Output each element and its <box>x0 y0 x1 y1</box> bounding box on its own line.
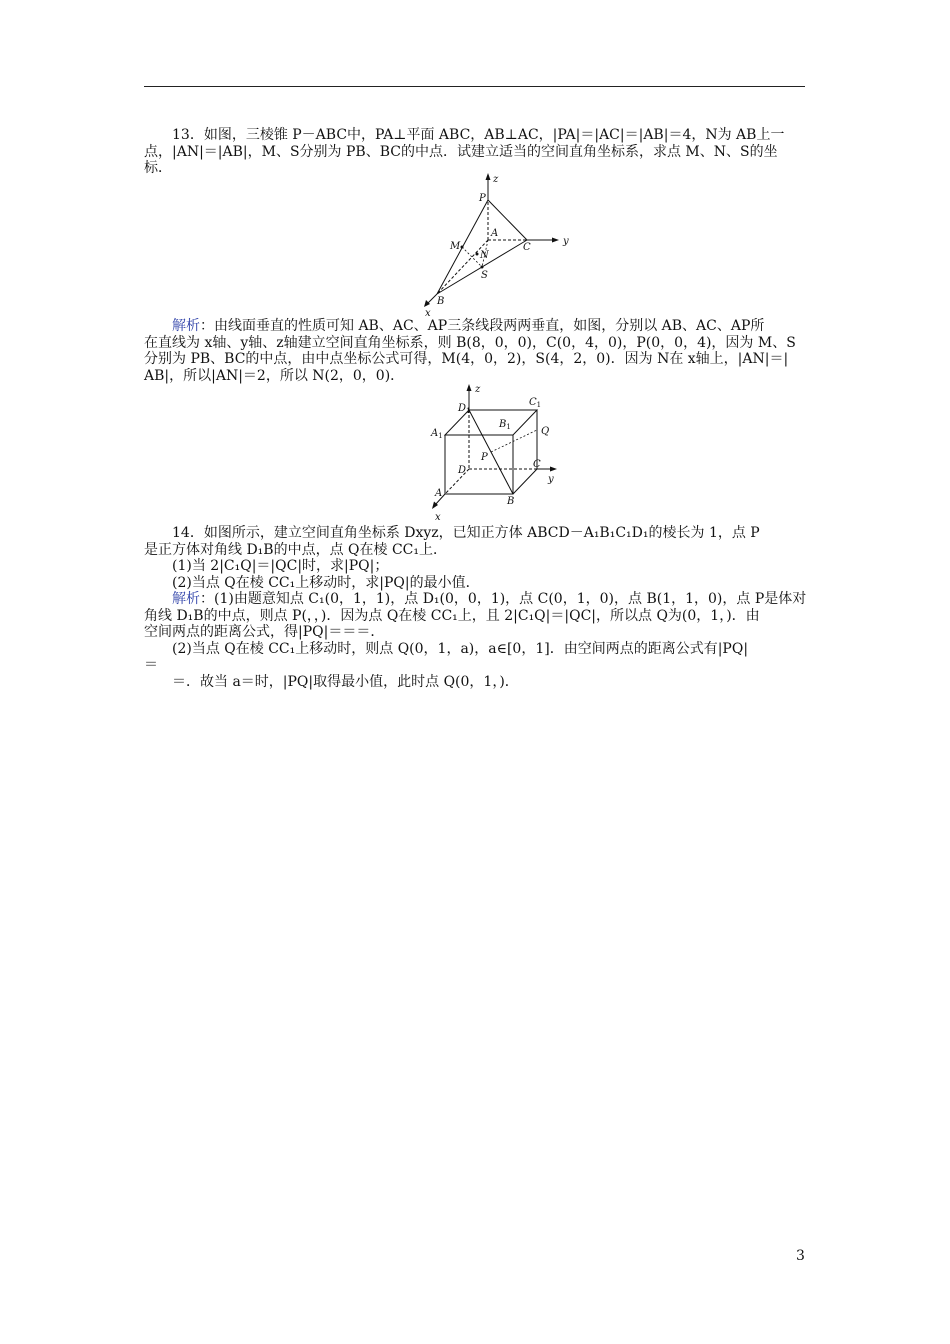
label-b1: $B_1$ <box>499 419 511 431</box>
label-s: S <box>481 270 488 281</box>
a13-first-text: ：由线面垂直的性质可知 AB、AC、AP三条线段两两垂直，如图，分别以 AB、AC、AP所 <box>200 318 765 334</box>
label-y: y <box>548 474 554 485</box>
mn-segment <box>462 247 482 267</box>
q14-line: 14．如图所示，建立空间直角坐标系 Dxyz，已知正方体 ABCD－A₁B₁C₁D₁的棱长为 1，点 P <box>144 525 760 541</box>
z-axis-arrow <box>486 173 491 180</box>
q13-line: 点，|AN|＝|AB|，M、S分别为 PB、BC的中点．试建立适当的空间直角坐标系，求点 M、N、S的坐 <box>144 143 778 160</box>
analysis-label: 解析 <box>172 318 200 334</box>
label-b: B <box>507 496 515 507</box>
label-a1: $A_1$ <box>431 428 443 440</box>
label-p: P <box>481 452 488 463</box>
q14-line: (1)当 2|C₁Q|＝|QC|时，求|PQ|； <box>144 558 389 574</box>
question-14 <box>144 525 807 591</box>
label-a: A <box>435 488 443 499</box>
a14-line: ＝．故当 a＝时，|PQ|取得最小值，此时点 Q(0，1，)． <box>144 673 519 690</box>
label-x: x <box>425 308 431 319</box>
page-number: 3 <box>796 1248 805 1264</box>
a14-first-line <box>144 591 807 608</box>
analysis-label: 解析 <box>172 591 200 607</box>
y-axis-arrow <box>552 238 559 243</box>
label-b: B <box>437 296 445 307</box>
a13-line: AB|，所以|AN|＝2，所以 N(2，0，0)． <box>144 367 405 384</box>
label-p: P <box>479 193 486 204</box>
a13-line: 在直线为 x轴、y轴、z轴建立空间直角坐标系，则 B(8，0，0)，C(0，4，0)，P(0，0，4)，因为 M、S <box>144 334 796 351</box>
label-q: Q <box>541 426 550 437</box>
label-d: D <box>458 465 467 476</box>
a13-first-line <box>144 318 807 335</box>
label-n: N <box>480 250 489 261</box>
q14-line: (2)当点 Q在棱 CC₁上移动时，求|PQ|的最小值． <box>144 574 480 591</box>
label-c1: $C_1$ <box>529 397 542 409</box>
x-axis-arrow <box>424 300 430 307</box>
point-n <box>476 253 479 256</box>
header-rule <box>144 86 805 87</box>
q13-line: 13．如图，三棱锥 P－ABC中，PA⊥平面 ABC，AB⊥AC，|PA|＝|AC|＝|AB|＝4，N为 AB上一 <box>144 127 785 143</box>
label-z: z <box>475 384 481 395</box>
a14-line: 空间两点的距离公式，得|PQ|＝＝＝． <box>144 624 385 640</box>
label-c: C <box>533 459 541 470</box>
a13-line: 分别为 PB、BC的中点，由中点坐标公式可得，M(4，0，2)，S(4，2，0)．因为 N在 x轴上，|AN|＝| <box>144 351 789 367</box>
label-c: C <box>523 242 531 253</box>
cube-figure <box>425 380 570 525</box>
point-m <box>461 246 464 249</box>
z-axis-arrow <box>467 384 472 391</box>
label-d1: $D_1$ <box>458 403 471 415</box>
a14-line: ＝ <box>144 657 158 673</box>
a14-line: (2)当点 Q在棱 CC₁上移动时，则点 Q(0，1，a)，a∈[0，1]．由空间两点的距离公式有|PQ| <box>144 640 749 657</box>
label-x: x <box>435 512 441 523</box>
a14-first-text: ：(1)由题意知点 C₁(0，1，1)，点 D₁(0，0，1)，点 C(0，1，0)，点 B(1，1，0)，点 P是体对 <box>200 591 807 607</box>
label-y: y <box>563 236 569 247</box>
q13-line: 标． <box>144 160 172 176</box>
answer-14 <box>144 591 807 690</box>
cube-front-face <box>445 435 513 494</box>
label-a: A <box>491 228 499 239</box>
label-m: M <box>450 241 461 252</box>
y-axis-arrow <box>550 467 557 472</box>
answer-13 <box>144 318 807 384</box>
tetrahedron-figure <box>415 170 575 320</box>
point-s <box>481 266 484 269</box>
a14-line: 角线 D₁B的中点，则点 P(，，)．因为点 Q在棱 CC₁上，且 2|C₁Q|＝|QC|，所以点 Q为(0，1，)．由 <box>144 607 760 624</box>
q14-line: 是正方体对角线 D₁B的中点，点 Q在棱 CC₁上． <box>144 541 447 558</box>
label-z: z <box>493 174 499 185</box>
cube-edge-bc <box>513 469 537 494</box>
